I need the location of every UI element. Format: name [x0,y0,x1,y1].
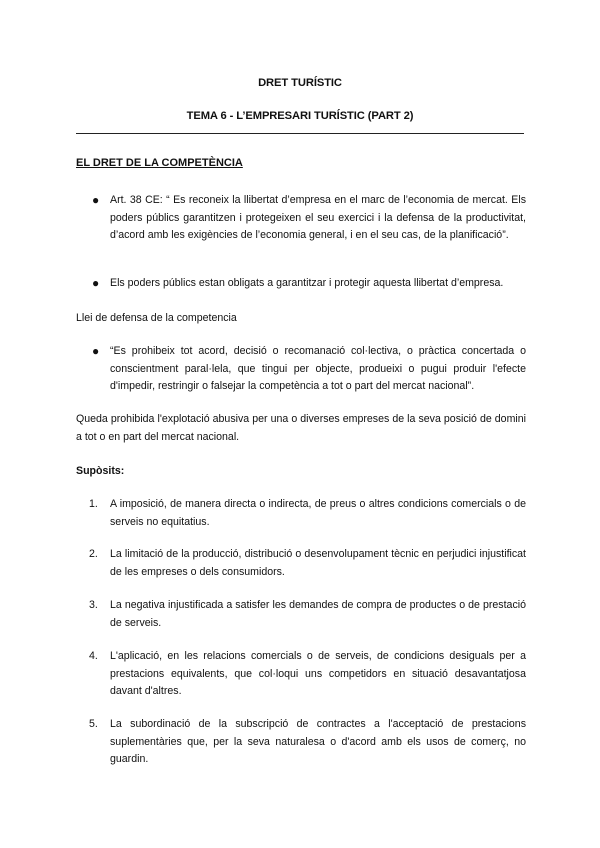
document-title: DRET TURÍSTIC [258,77,342,89]
bullet-marker: ● [92,276,100,290]
bullet-marker: ● [92,193,100,207]
list-item: L'aplicació, en les relacions comercials o de serveis, de condicions desiguals per a prestacions equivalents, que col·loqui uns competidors en situació desavantatjosa davant d'altres. [110,650,526,698]
bullet-obligation: Els poders públics estan obligats a garantitzar i protegir aquesta llibertat d’empresa. [110,277,504,289]
list-number: 4. [89,650,98,662]
list-item: La limitació de la producció, distribució o desenvolupament tècnic en perjudici injustificat de les empreses o dels consumidors. [110,548,526,578]
list-item: La subordinació de la subscripció de contractes a l'acceptació de prestacions suplementàries que, per la seva naturalesa o d'acord amb els usos de comerç, no guardin. [110,718,526,766]
bullet-marker: ● [92,344,100,358]
law-label: Llei de defensa de la competencia [76,312,237,324]
title-divider [76,133,524,134]
list-item: La negativa injustificada a satisfer les demandes de compra de productes o de prestació de serveis. [110,599,526,629]
bullet-art38: Art. 38 CE: “ Es reconeix la llibertat d’empresa en el marc de l’economia de mercat. Els poders públics garantitzen i protegeixen el seu exercici i la defensa de la productivitat, d’acord amb les exigències de l’economia general, i en el seu cas, de la planificació”. [110,194,526,242]
bullet-law-quote: “Es prohibeix tot acord, decisió o recomanació col·lectiva, o pràctica concertada o conscientment paral·lela, que tingui per objecte, produeixi o pugui produir l'efecte d'impedir, restringir o falsejar la competència a tot o part del mercat nacional”. [110,345,526,393]
list-number: 1. [89,498,98,510]
abuse-paragraph: Queda prohibida l'explotació abusiva per una o diverses empreses de la seva posició de domini a tot o en part del mercat nacional. [76,413,526,443]
document-subtitle: TEMA 6 - L’EMPRESARI TURÍSTIC (PART 2) [186,110,414,122]
section-heading: EL DRET DE LA COMPETÈNCIA [76,157,243,169]
list-number: 2. [89,548,98,560]
list-number: 3. [89,599,98,611]
suposits-label: Supòsits: [76,465,125,477]
list-item: A imposició, de manera directa o indirecta, de preus o altres condicions comercials o de serveis no equitatius. [110,498,526,528]
list-number: 5. [89,718,98,730]
